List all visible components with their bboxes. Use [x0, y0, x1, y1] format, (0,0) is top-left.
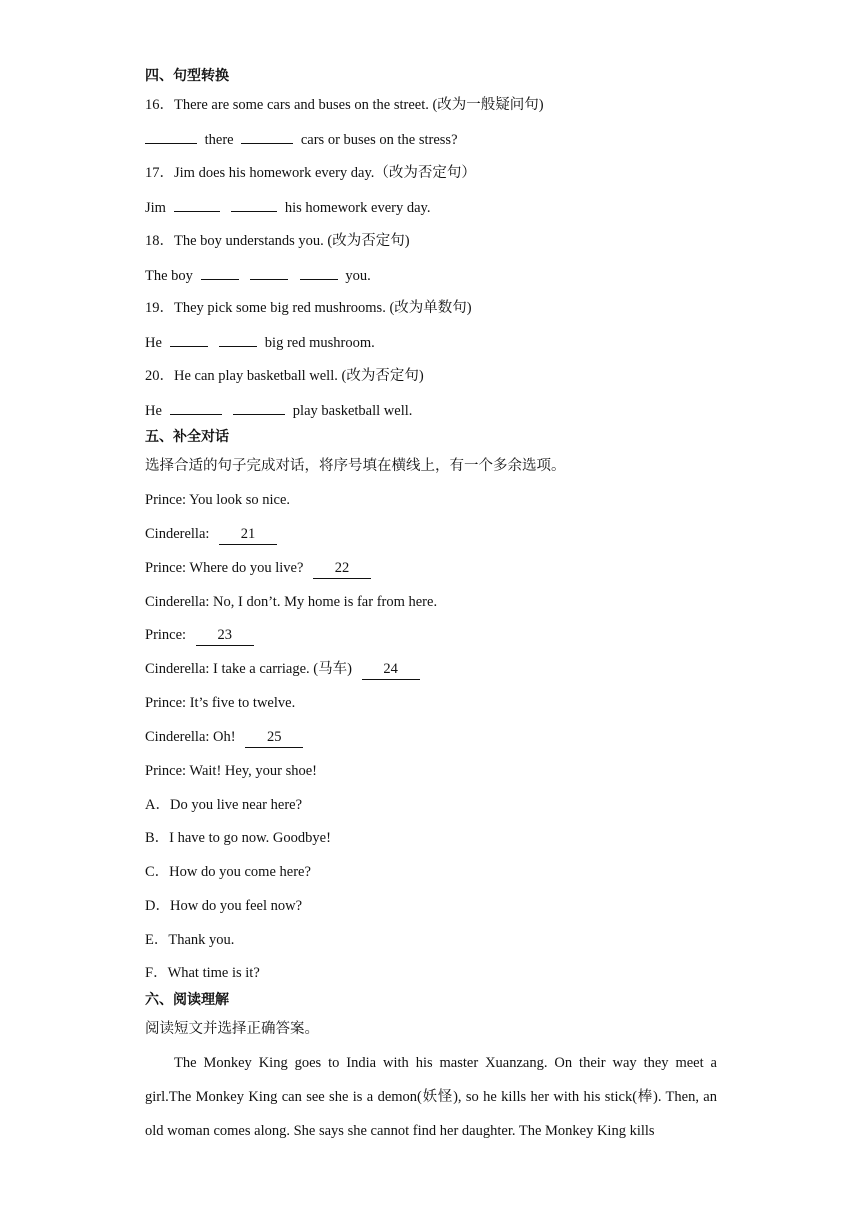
answer-text: He: [145, 335, 162, 351]
dialogue-text: Prince:: [145, 627, 187, 643]
answer-blank[interactable]: [219, 332, 257, 347]
dialogue-line: [145, 625, 254, 646]
answer-text: you.: [345, 268, 371, 284]
dialogue-line: [145, 727, 303, 748]
question-20: 20．He can play basketball well. (改为否定句): [145, 368, 424, 384]
dialogue-blank-25[interactable]: 25: [245, 727, 303, 748]
dialogue-line: Prince: It’s five to twelve.: [145, 695, 296, 711]
answer-text: big red mushroom.: [264, 335, 375, 351]
answer-blank[interactable]: [250, 265, 288, 280]
dialogue-line: [145, 524, 277, 545]
question-16: 16．There are some cars and buses on the street. (改为一般疑问句): [145, 97, 544, 113]
answer-line-20: [145, 400, 412, 421]
question-17: 17．Jim does his homework every day.（改为否定句）: [145, 165, 476, 181]
dialogue-text: Cinderella: I take a carriage. (马车): [145, 661, 352, 677]
section-6-instruction: 阅读短文并选择正确答案。: [145, 1021, 319, 1037]
answer-text: play basketball well.: [292, 403, 413, 419]
answer-blank[interactable]: [241, 129, 293, 144]
answer-blank[interactable]: [201, 265, 239, 280]
section-4-heading: 四、句型转换: [145, 68, 229, 84]
dialogue-blank-21[interactable]: 21: [219, 524, 277, 545]
section-5-heading: 五、补全对话: [145, 429, 229, 445]
option-f: F．What time is it?: [145, 965, 260, 981]
answer-blank[interactable]: [170, 332, 208, 347]
answer-text: there: [204, 132, 234, 148]
option-b: B．I have to go now. Goodbye!: [145, 830, 331, 846]
section-6-heading: 六、阅读理解: [145, 992, 229, 1008]
dialogue-line: [145, 558, 371, 579]
answer-blank[interactable]: [231, 197, 277, 212]
dialogue-line: [145, 659, 420, 680]
dialogue-blank-23[interactable]: 23: [196, 625, 254, 646]
option-e: E．Thank you.: [145, 932, 235, 948]
answer-line-17: [145, 197, 430, 218]
option-d: D．How do you feel now?: [145, 898, 303, 914]
answer-blank[interactable]: [174, 197, 220, 212]
reading-passage: The Monkey King goes to India with his master Xuanzang. On their way they meet a girl.The Monkey King can see she is a demon(妖怪), so he kills her with his stick(棒). Then, an old woman comes along. She says she cannot find her daughter. The Monkey King kills: [145, 1055, 717, 1139]
dialogue-blank-22[interactable]: 22: [313, 558, 371, 579]
dialogue-blank-24[interactable]: 24: [362, 659, 420, 680]
dialogue-text: Prince: Where do you live?: [145, 560, 304, 576]
option-a: A．Do you live near here?: [145, 797, 303, 813]
answer-text: cars or buses on the stress?: [300, 132, 458, 148]
question-18: 18．The boy understands you. (改为否定句): [145, 233, 410, 249]
answer-line-16: [145, 129, 458, 150]
dialogue-line: Cinderella: No, I don’t. My home is far from here.: [145, 594, 438, 610]
answer-blank[interactable]: [300, 265, 338, 280]
answer-blank[interactable]: [145, 129, 197, 144]
answer-text: He: [145, 403, 162, 419]
dialogue-text: Cinderella: Oh!: [145, 729, 236, 745]
answer-line-19: [145, 332, 375, 353]
question-19: 19．They pick some big red mushrooms. (改为单数句): [145, 300, 472, 316]
dialogue-line: Prince: You look so nice.: [145, 492, 290, 508]
answer-blank[interactable]: [170, 400, 222, 415]
answer-text: his homework every day.: [284, 200, 431, 216]
dialogue-line: Prince: Wait! Hey, your shoe!: [145, 763, 317, 779]
section-5-instruction: 选择合适的句子完成对话，将序号填在横线上，有一个多余选项。: [145, 458, 566, 474]
answer-text: The boy: [145, 268, 193, 284]
answer-blank[interactable]: [233, 400, 285, 415]
answer-line-18: [145, 265, 371, 286]
option-c: C．How do you come here?: [145, 864, 311, 880]
dialogue-text: Cinderella:: [145, 526, 210, 542]
answer-text: Jim: [145, 200, 166, 216]
